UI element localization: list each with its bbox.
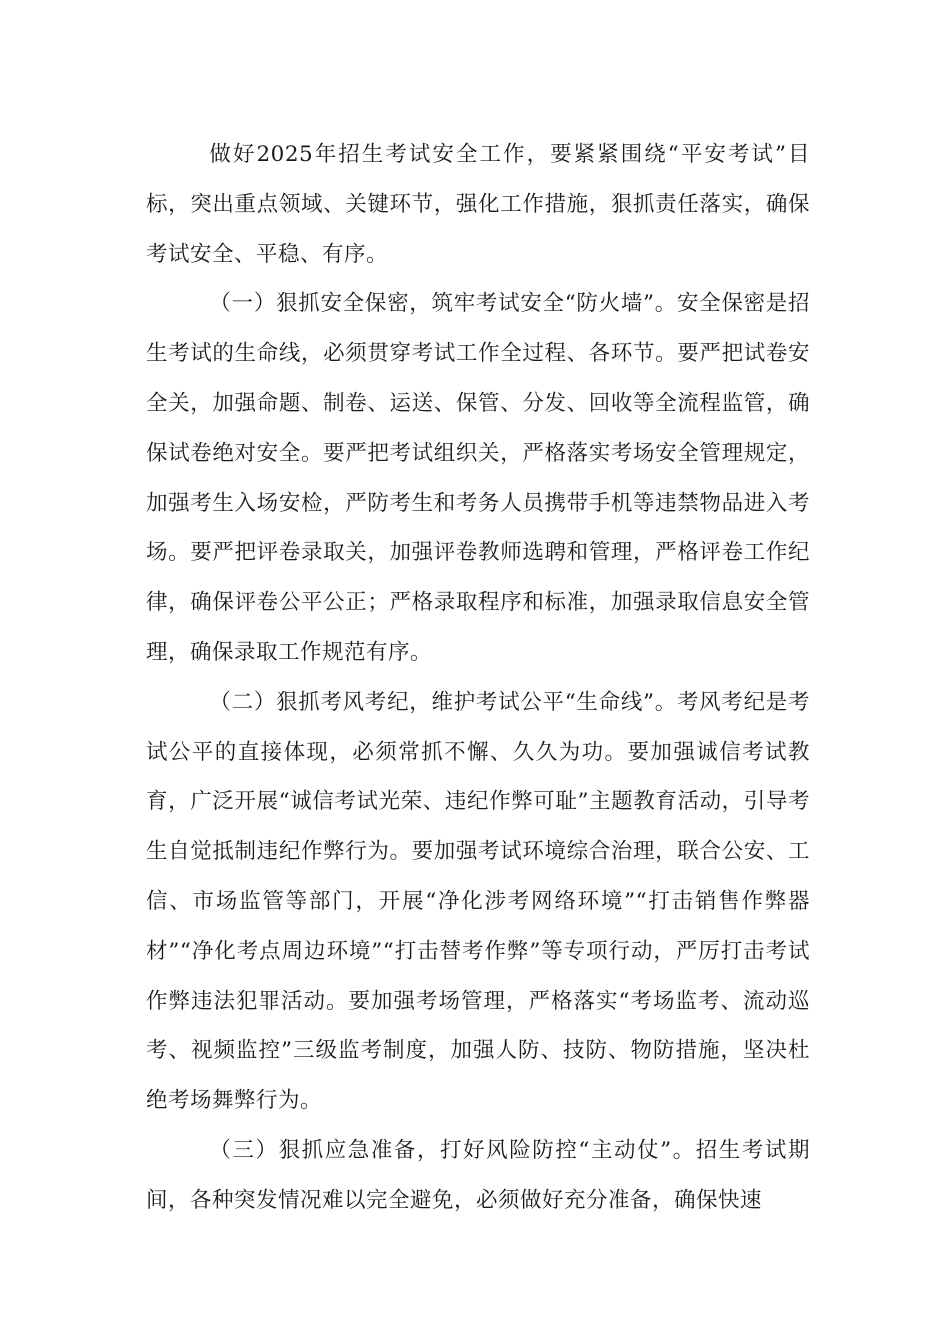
document-body: [146, 130, 810, 1226]
paragraph-intro: 做好2025年招生考试安全工作，要紧紧围绕“平安考试”目标，突出重点领域、关键环节，强化工作措施，狠抓责任落实，确保考试安全、平稳、有序。: [146, 142, 810, 267]
paragraph-section-3: （三）狠抓应急准备，打好风险防控“主动仗”。招生考试期间，各种突发情况难以完全避免，必须做好充分准备，确保快速: [146, 1137, 810, 1213]
paragraph-section-1: （一）狠抓安全保密，筑牢考试安全“防火墙”。安全保密是招生考试的生命线，必须贯穿考试工作全过程、各环节。要严把试卷安全关，加强命题、制卷、运送、保管、分发、回收等全流程监管，确保试卷绝对安全。要严把考试组织关，严格落实考场安全管理规定，加强考生入场安检，严防考生和考务人员携带手机等违禁物品进入考场。要严把评卷录取关，加强评卷教师选聘和管理，严格评卷工作纪律，确保评卷公平公正；严格录取程序和标准，加强录取信息安全管理，确保录取工作规范有序。: [146, 291, 810, 665]
paragraph-section-2: （二）狠抓考风考纪，维护考试公平“生命线”。考风考纪是考试公平的直接体现，必须常抓不懈、久久为功。要加强诚信考试教育，广泛开展“诚信考试光荣、违纪作弊可耻”主题教育活动，引导考生自觉抵制违纪作弊行为。要加强考试环境综合治理，联合公安、工信、市场监管等部门，开展“净化涉考网络环境”“打击销售作弊器材”“净化考点周边环境”“打击替考作弊”等专项行动，严厉打击考试作弊违法犯罪活动。要加强考场管理，严格落实“考场监考、流动巡考、视频监控”三级监考制度，加强人防、技防、物防措施，坚决杜绝考场舞弊行为。: [146, 689, 810, 1114]
